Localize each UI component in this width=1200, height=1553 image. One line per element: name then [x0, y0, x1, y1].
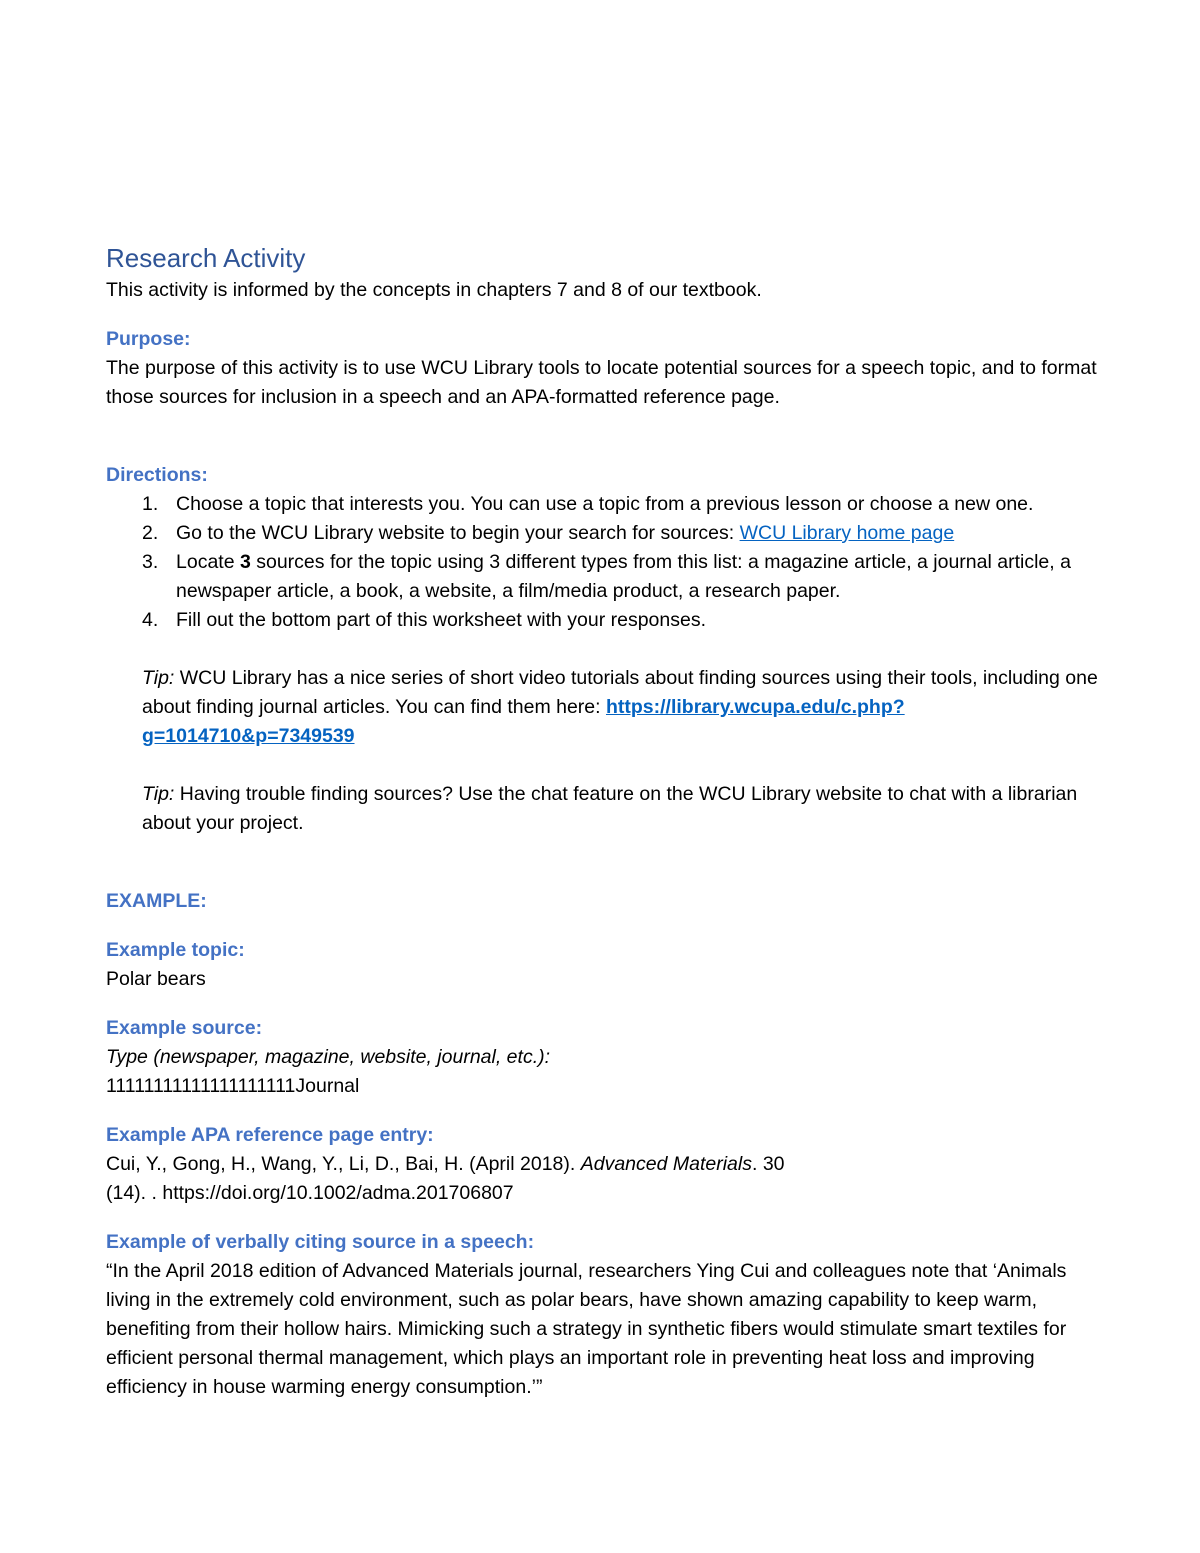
example-apa-heading: Example APA reference page entry: [106, 1124, 434, 1146]
spacer [106, 994, 1106, 1014]
list-item [106, 548, 1106, 606]
tutorials-link[interactable]: https://library.wcupa.edu/c.php?g=1014710&p=7349539 [142, 696, 905, 747]
apa-authors: Cui, Y., Gong, H., Wang, Y., Li, D., Bai, H. (April 2018). [106, 1153, 581, 1175]
list-item [106, 519, 1106, 548]
apa-entry-line-1 [106, 1150, 1106, 1179]
tip-text: WCU Library has a nice series of short video tutorials about finding sources using their tools, including one about finding journal articles. You can find them here: [142, 667, 1098, 718]
spacer [106, 751, 1106, 780]
verbal-citation-text: “In the April 2018 edition of Advanced Materials journal, researchers Ying Cui and colleagues note that ‘Animals living in the extremely cold environment, such as polar bears, have shown amazing capability to keep warm, benefiting from their hollow hairs. Mimicking such a strategy in synthetic fibers would stimulate smart textiles for efficient personal thermal management, which plays an important role in preventing heat loss and improving efficiency in house warming energy consumption.’” [106, 1260, 1067, 1398]
spacer [106, 635, 1106, 664]
step-text: Go to the WCU Library website to begin your search for sources: [176, 522, 740, 544]
apa-journal-title: Advanced Materials [580, 1153, 752, 1175]
page-title: Research Activity [106, 243, 306, 273]
list-item [106, 606, 1106, 635]
directions-list [106, 490, 1106, 635]
list-number: 4. [142, 609, 159, 631]
apa-entry-line-2: (14). . https://doi.org/10.1002/adma.201706807 [106, 1182, 514, 1204]
example-verbal-heading: Example of verbally citing source in a speech: [106, 1231, 535, 1253]
tip-1 [106, 664, 1106, 751]
spacer [106, 305, 1106, 325]
purpose-heading: Purpose: [106, 328, 191, 350]
spacer [106, 412, 1106, 461]
spacer [106, 838, 1106, 887]
spacer [106, 1208, 1106, 1228]
source-type-label [106, 1043, 1106, 1072]
document-page [106, 240, 1106, 1402]
intro-text: This activity is informed by the concepts in chapters 7 and 8 of our textbook. [106, 279, 762, 301]
example-topic: Polar bears [106, 968, 206, 990]
purpose-text: The purpose of this activity is to use WCU Library tools to locate potential sources for a speech topic, and to format those sources for inclusion in a speech and an APA-formatted reference page. [106, 357, 1097, 408]
list-number: 1. [142, 493, 159, 515]
step-text: Locate [176, 551, 240, 573]
step-text: sources for the topic using 3 different types from this list: a magazine article, a journal article, a newspaper article, a book, a website, a film/media product, a research paper. [176, 551, 1071, 602]
step-text: Fill out the bottom part of this worksheet with your responses. [176, 609, 706, 631]
tip-2 [106, 780, 1106, 838]
example-topic-heading: Example topic: [106, 939, 245, 961]
step-bold-count: 3 [239, 551, 251, 573]
step-text: Choose a topic that interests you. You can use a topic from a previous lesson or choose a new one. [176, 493, 1034, 515]
tip-label: Tip: [142, 667, 175, 689]
wcu-library-home-link[interactable]: WCU Library home page [739, 522, 955, 544]
list-item [106, 490, 1106, 519]
tip-text: Having trouble finding sources? Use the chat feature on the WCU Library website to chat with a librarian about your project. [142, 783, 1078, 834]
example-source-heading: Example source: [106, 1017, 263, 1039]
apa-volume: . 30 [752, 1153, 785, 1175]
source-type-value: 11111111111111111111Journal [106, 1075, 360, 1097]
spacer [106, 916, 1106, 936]
example-heading: EXAMPLE: [106, 890, 207, 912]
list-number: 3. [142, 551, 159, 573]
spacer [106, 1101, 1106, 1121]
tip-label: Tip: [142, 783, 175, 805]
list-number: 2. [142, 522, 159, 544]
source-type-label-text: Type (newspaper, magazine, website, journal, etc.): [106, 1046, 551, 1068]
directions-heading: Directions: [106, 464, 208, 486]
